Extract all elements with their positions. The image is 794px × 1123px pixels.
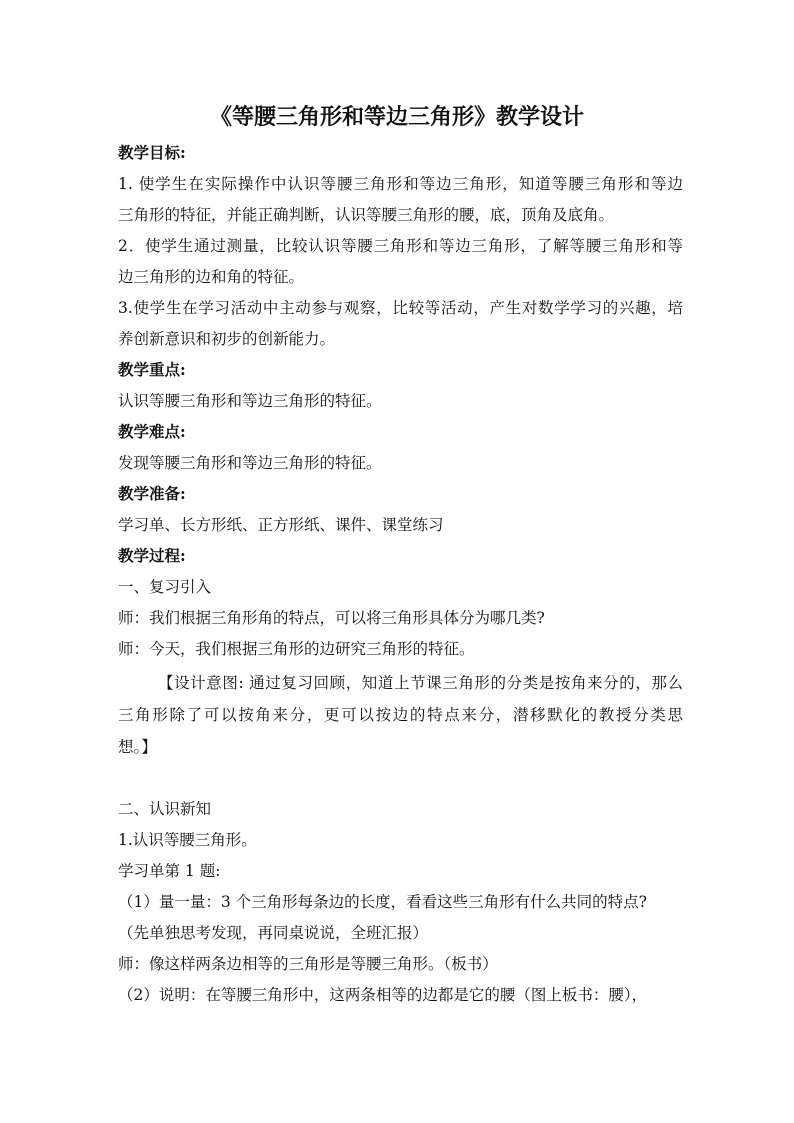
goal-1-line-1: 1. 使学生在实际操作中认识等腰三角形和等边三角形，知道等腰三角形和等边 [118, 175, 683, 193]
design-intent-line-2: 三角形除了可以按角来分，更可以按边的特点来分，潜移默化的教授分类思 [118, 706, 683, 724]
section-2-line-3: （1）量一量：3 个三角形每条边的长度，看看这些三角形有什么共同的特点? [118, 893, 647, 911]
section-2-line-1: 1.认识等腰三角形。 [118, 831, 257, 849]
section-2-line-2: 学习单第 1 题: [118, 862, 221, 880]
goal-3-line-1: 3.使学生在学习活动中主动参与观察，比较等活动，产生对数学学习的兴趣，培 [118, 299, 683, 317]
section-2-line-6: （2）说明：在等腰三角形中，这两条相等的边都是它的腰（图上板书：腰）， [118, 986, 648, 1004]
section-2-title: 二、认识新知 [118, 800, 212, 818]
goal-1-line-2: 三角形的特征，并能正确判断，认识等腰三角形的腰，底，顶角及底角。 [118, 206, 615, 224]
goal-2-line-1: 2．使学生通过测量，比较认识等腰三角形和等边三角形，了解等腰三角形和等 [118, 237, 683, 255]
process-heading: 教学过程: [118, 546, 186, 565]
section-1-title: 一、复习引入 [118, 578, 212, 596]
goal-2-line-2: 边三角形的边和角的特征。 [118, 268, 305, 286]
section-2-line-4: （先单独思考发现，再同桌说说，全班汇报） [118, 924, 429, 942]
preparation-heading: 教学准备: [118, 484, 186, 503]
section-1-line-2: 师：今天，我们根据三角形的边研究三角形的特征。 [118, 640, 475, 658]
design-intent-line-1: 【设计意图: 通过复习回顾，知道上节课三角形的分类是按角来分的，那么 [158, 674, 683, 692]
difficulty-heading: 教学难点: [118, 422, 186, 441]
preparation-text: 学习单、长方形纸、正方形纸、课件、课堂练习 [118, 516, 444, 534]
goals-heading: 教学目标: [118, 143, 186, 162]
section-2-line-5: 师：像这样两条边相等的三角形是等腰三角形。（板书） [118, 955, 498, 973]
key-point-heading: 教学重点: [118, 360, 186, 379]
difficulty-text: 发现等腰三角形和等边三角形的特征。 [118, 454, 382, 472]
design-intent-line-3: 想。】 [118, 738, 157, 756]
key-point-text: 认识等腰三角形和等边三角形的特征。 [118, 392, 382, 410]
goal-3-line-2: 养创新意识和初步的创新能力。 [118, 330, 336, 348]
document-title: 《等腰三角形和等边三角形》教学设计 [209, 104, 584, 130]
section-1-line-1: 师：我们根据三角形角的特点，可以将三角形具体分为哪几类? [118, 609, 545, 627]
